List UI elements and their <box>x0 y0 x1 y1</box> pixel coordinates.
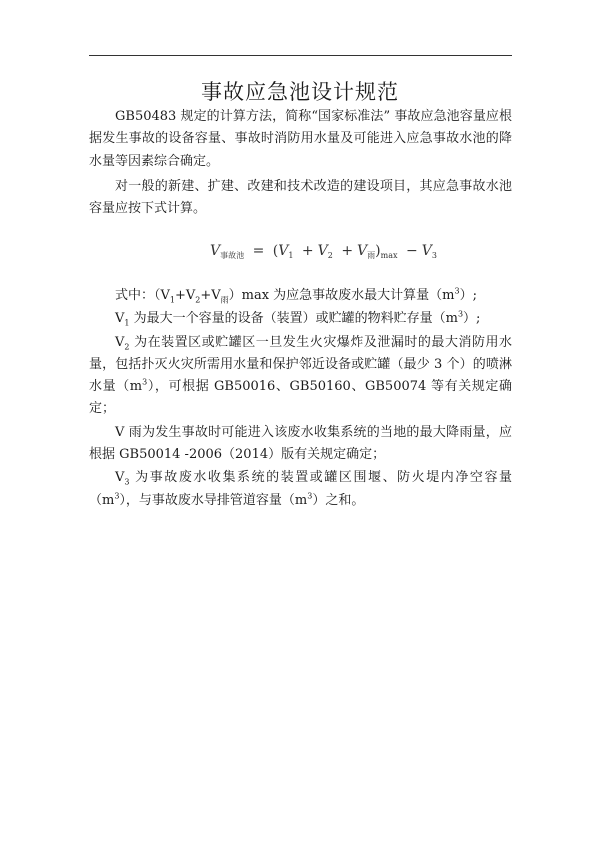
definition-v1-end: ）; <box>463 311 481 327</box>
definition-total-unit-exp: 3 <box>454 286 460 296</box>
formula-max-sub: max <box>380 251 398 260</box>
formula-lhs-sub: 事故池 <box>220 251 245 260</box>
formula-equals: = <box>252 243 265 259</box>
definition-v2-symbol: V <box>115 334 125 350</box>
page-title: 事故应急池设计规范 <box>201 80 399 104</box>
definition-v3-unit-exp: 3 <box>114 491 120 501</box>
definition-v1-sub: 1 <box>124 318 130 328</box>
definition-v2-end: ），可根据 GB50016、GB50160、GB50074 等有关规定确定； <box>89 379 512 417</box>
formula-plus-1: + <box>301 243 314 259</box>
formula-vrain: V <box>357 243 368 259</box>
definition-v2-text: 为在装置区或贮罐区一旦发生火灾爆炸及泄漏时的最大消防用水量，包括扑灭火灾所需用水量和保护邻近设备或贮罐（最少 3 个）的喷淋水量（m <box>89 334 512 395</box>
intro-section <box>89 106 512 220</box>
definition-v1-text: 为最大一个容量的设备（装置）或贮罐的物料贮存量（m <box>129 311 458 327</box>
definition-v1-symbol: V <box>115 311 125 327</box>
definition-v1-unit-exp: 3 <box>457 309 464 319</box>
formula-minus: − <box>405 243 418 259</box>
formula-lhs-symbol: V <box>210 243 221 259</box>
header-rule <box>89 55 512 56</box>
definition-total-end: ）; <box>459 288 477 303</box>
definition-vrain: V 雨为发生事故时可能进入该废水收集系统的当地的最大降雨量，应根据 GB50014 -2006（2014）版有关规定确定； <box>89 424 512 463</box>
definition-total <box>89 285 512 307</box>
definition-v3-sub: 3 <box>124 477 130 487</box>
definition-v2 <box>89 332 512 421</box>
definition-v3-unit-exp-2: 3 <box>307 491 313 501</box>
formula-open-paren: ( <box>272 243 279 259</box>
definition-v2-sub: 2 <box>124 342 130 352</box>
definition-v3-end: ），与事故废水导排管道容量（m <box>119 492 308 508</box>
formula-vrain-sub: 雨 <box>367 251 376 260</box>
definition-v2-unit-exp: 3 <box>142 377 148 387</box>
definition-total-mid-1: +V <box>174 288 196 303</box>
formula-v2-sub: 2 <box>327 251 333 260</box>
intro-paragraph: GB50483 规定的计算方法，简称“国家标准法” 事故应急池容量应根据发生事故的设备容量、事故时消防用水量及可能进入应急事故水池的降水量等因素综合确定。 <box>89 109 512 169</box>
formula-v3: V <box>421 243 432 259</box>
definition-total-sub-rain: 雨 <box>220 295 229 305</box>
definition-v3-symbol: V <box>115 470 125 486</box>
scope-paragraph: 对一般的新建、扩建、改建和技术改造的建设项目，其应急事故水池容量应按下式计算。 <box>89 178 512 217</box>
formula-v1: V <box>278 243 289 259</box>
capacity-formula <box>210 243 510 267</box>
definitions-section <box>89 285 512 512</box>
formula-v1-sub: 1 <box>288 251 294 260</box>
formula-close-paren: ) <box>375 243 381 259</box>
definition-total-prefix: 式中：（V <box>115 288 170 303</box>
definition-total-sub-2: 2 <box>195 295 201 305</box>
definition-v3 <box>89 467 512 512</box>
definition-total-sub-1: 1 <box>169 295 175 305</box>
definition-v1 <box>89 308 512 330</box>
formula-v3-sub: 3 <box>431 251 437 260</box>
definition-v3-end-2: ）之和。 <box>312 492 365 508</box>
definition-total-mid-2: +V <box>200 288 221 303</box>
formula-plus-2: + <box>341 243 354 259</box>
formula-v2: V <box>317 243 328 259</box>
definition-total-text: ）max 为应急事故废水最大计算量（m <box>228 288 455 303</box>
definition-v3-text: 为事故废水收集系统的装置或罐区围堰、防火堤内净空容量（m <box>89 470 512 508</box>
